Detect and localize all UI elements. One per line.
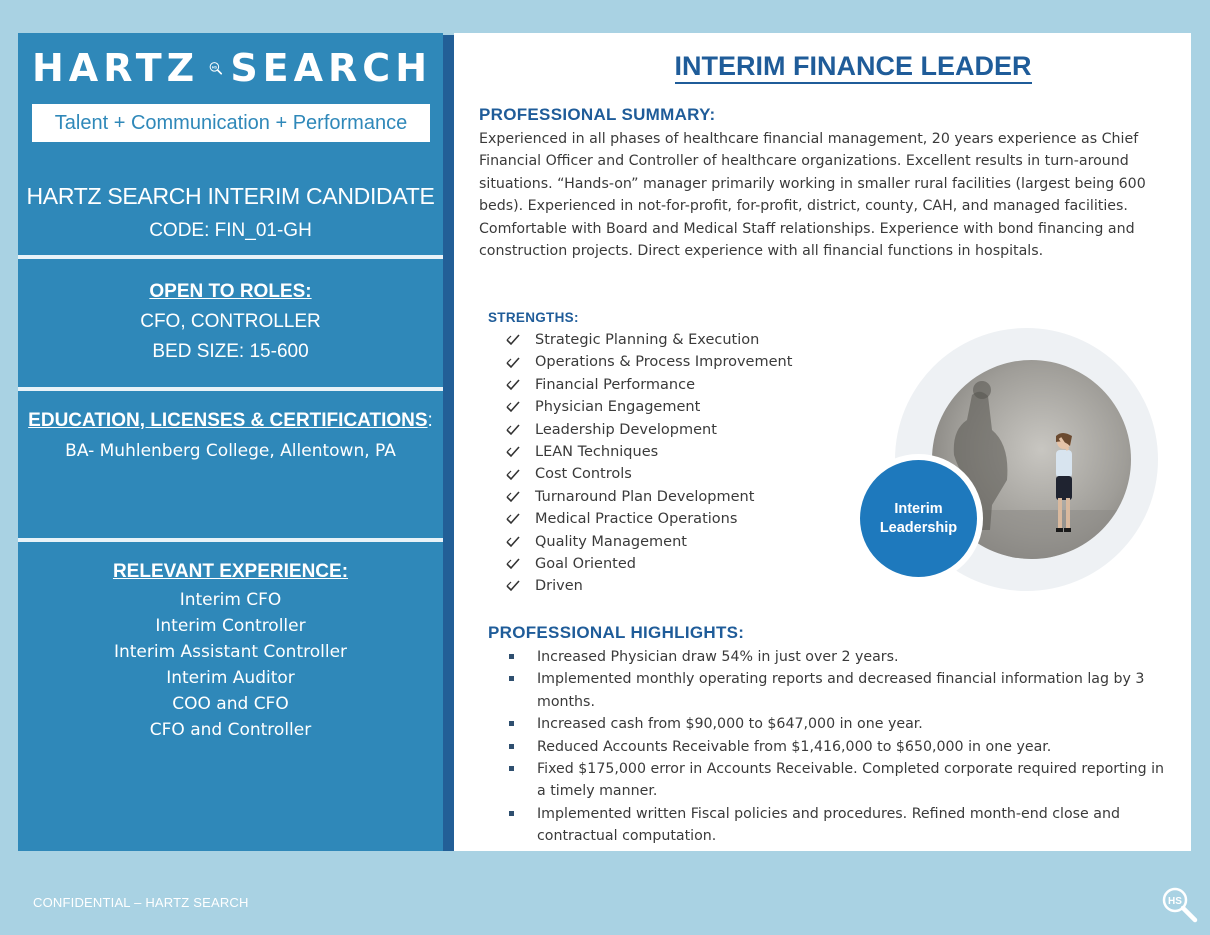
badge-line-2: Leadership — [879, 519, 958, 536]
arrow-check-icon — [506, 491, 520, 503]
arrow-check-icon — [506, 424, 520, 436]
highlight-item — [506, 736, 1166, 758]
strength-item — [506, 396, 792, 418]
strength-item — [506, 486, 792, 508]
experience-list — [18, 587, 443, 743]
candidate-sidebar — [18, 33, 443, 851]
highlight-item — [506, 713, 1166, 735]
strength-item — [506, 419, 792, 441]
strength-item — [506, 575, 792, 597]
logo-word-left: HARTZ — [32, 46, 200, 90]
arrow-check-icon — [506, 469, 520, 481]
candidate-code: CODE: FIN_01-GH — [149, 220, 312, 241]
highlight-text: Increased Physician draw 54% in just over 2 years. — [537, 649, 899, 665]
education-section — [18, 406, 443, 466]
experience-heading: RELEVANT EXPERIENCE: — [112, 561, 349, 582]
roles-heading: OPEN TO ROLES: — [149, 281, 312, 302]
highlight-text: Reduced Accounts Receivable from $1,416,000 to $650,000 in one year. — [537, 738, 1052, 755]
strength-label: LEAN Techniques — [535, 443, 659, 460]
summary-heading: PROFESSIONAL SUMMARY: — [479, 105, 716, 124]
arrow-check-icon — [506, 513, 520, 525]
highlight-text: Implemented monthly operating reports and decreased financial information lag by 3 months. — [537, 671, 1145, 710]
tagline: Talent + Communication + Performance — [32, 104, 430, 142]
highlight-text: Implemented written Fiscal policies and procedures. Refined month-end close and contractual computation. — [537, 805, 1120, 845]
highlights-list — [506, 646, 1166, 848]
strength-label: Medical Practice Operations — [535, 511, 738, 528]
magnifier-footer-logo-icon — [1160, 885, 1198, 923]
arrow-check-icon — [506, 558, 520, 570]
strength-item — [506, 329, 792, 351]
highlight-text: Increased cash from $90,000 to $647,000 in one year. — [537, 716, 923, 733]
arrow-check-icon — [506, 446, 520, 458]
arrow-check-icon — [506, 334, 520, 346]
square-bullet-icon — [509, 721, 514, 726]
magnifier-logo-icon — [209, 45, 222, 91]
arrow-check-icon — [506, 580, 520, 592]
highlight-item — [506, 803, 1166, 848]
strength-label: Leadership Development — [535, 421, 717, 438]
highlights-heading: PROFESSIONAL HIGHLIGHTS: — [488, 623, 745, 642]
strength-label: Physician Engagement — [535, 399, 701, 416]
section-divider — [18, 387, 443, 391]
summary-text: Experienced in all phases of healthcare financial management, 20 years experience as Chief Financial Officer and Controller of healthcare organizations. Excellent results in turn-around situations. “Hands-on” manager primarily working in smaller rural facilities (largest being 600 beds). Experienced in not-for-profit, for-profit, district, county, CAH, and managed facilities. Comfortable with Board and Medical Staff relationships. Experience with bond financing and construction projects. Direct experience with all financial functions in hospitals. — [479, 131, 1146, 260]
strength-item — [506, 531, 792, 553]
highlight-item — [506, 758, 1166, 803]
strength-item — [506, 463, 792, 485]
experience-item: COO and CFO — [172, 694, 289, 714]
experience-item: Interim CFO — [179, 590, 282, 610]
experience-item: Interim Assistant Controller — [113, 642, 348, 662]
strengths-heading: STRENGTHS: — [488, 310, 579, 325]
experience-section — [18, 557, 443, 743]
page-title-text: INTERIM FINANCE LEADER — [675, 51, 1032, 84]
strength-label: Goal Oriented — [535, 555, 636, 572]
arrow-check-icon — [506, 357, 520, 369]
highlight-item — [506, 668, 1166, 713]
strength-label: Quality Management — [535, 533, 687, 550]
strengths-list — [506, 329, 792, 598]
badge-line-1: Interim — [894, 500, 943, 517]
strength-label: Operations & Process Improvement — [535, 354, 793, 371]
square-bullet-icon — [509, 654, 514, 659]
education-heading-row — [18, 406, 443, 436]
bed-size-value: BED SIZE: 15-600 — [152, 341, 309, 362]
sidebar-edge-bar — [443, 35, 454, 851]
strength-item — [506, 553, 792, 575]
page-title — [454, 51, 1210, 82]
highlight-item — [506, 646, 1166, 668]
interim-leadership-badge — [860, 460, 977, 577]
experience-item: Interim Auditor — [166, 668, 295, 688]
square-bullet-icon — [509, 744, 514, 749]
strength-label: Cost Controls — [535, 466, 632, 483]
highlight-text: Fixed $175,000 error in Accounts Receivable. Completed corporate required reporting in a timely manner. — [537, 761, 1165, 800]
profile-page — [454, 33, 1191, 851]
strength-item — [506, 374, 792, 396]
section-divider — [18, 255, 443, 259]
roles-section — [18, 277, 443, 367]
strength-item — [506, 351, 792, 373]
confidential-footer: CONFIDENTIAL – HARTZ SEARCH — [33, 895, 249, 910]
education-heading-colon: : — [427, 410, 433, 431]
roles-value: CFO, CONTROLLER — [140, 311, 321, 332]
logo-mark-text: HS — [212, 65, 218, 70]
section-divider — [18, 538, 443, 542]
strength-item — [506, 441, 792, 463]
arrow-check-icon — [506, 379, 520, 391]
arrow-check-icon — [506, 536, 520, 548]
hartz-search-logo — [32, 45, 432, 91]
education-heading: EDUCATION, LICENSES & CERTIFICATIONS — [28, 410, 428, 431]
footer-mark-text: HS — [1168, 896, 1182, 907]
candidate-title: HARTZ SEARCH INTERIM CANDIDATE — [26, 183, 435, 209]
strength-label: Driven — [535, 578, 583, 595]
strength-label: Turnaround Plan Development — [535, 488, 755, 505]
strength-item — [506, 508, 792, 530]
square-bullet-icon — [509, 676, 514, 681]
experience-item: Interim Controller — [155, 616, 306, 636]
education-item: BA- Muhlenberg College, Allentown, PA — [65, 441, 396, 461]
arrow-check-icon — [506, 401, 520, 413]
logo-word-right: SEARCH — [230, 46, 432, 90]
square-bullet-icon — [509, 766, 514, 771]
square-bullet-icon — [509, 811, 514, 816]
strength-label: Strategic Planning & Execution — [535, 332, 760, 348]
strength-label: Financial Performance — [535, 376, 695, 393]
experience-item: CFO and Controller — [149, 720, 312, 740]
